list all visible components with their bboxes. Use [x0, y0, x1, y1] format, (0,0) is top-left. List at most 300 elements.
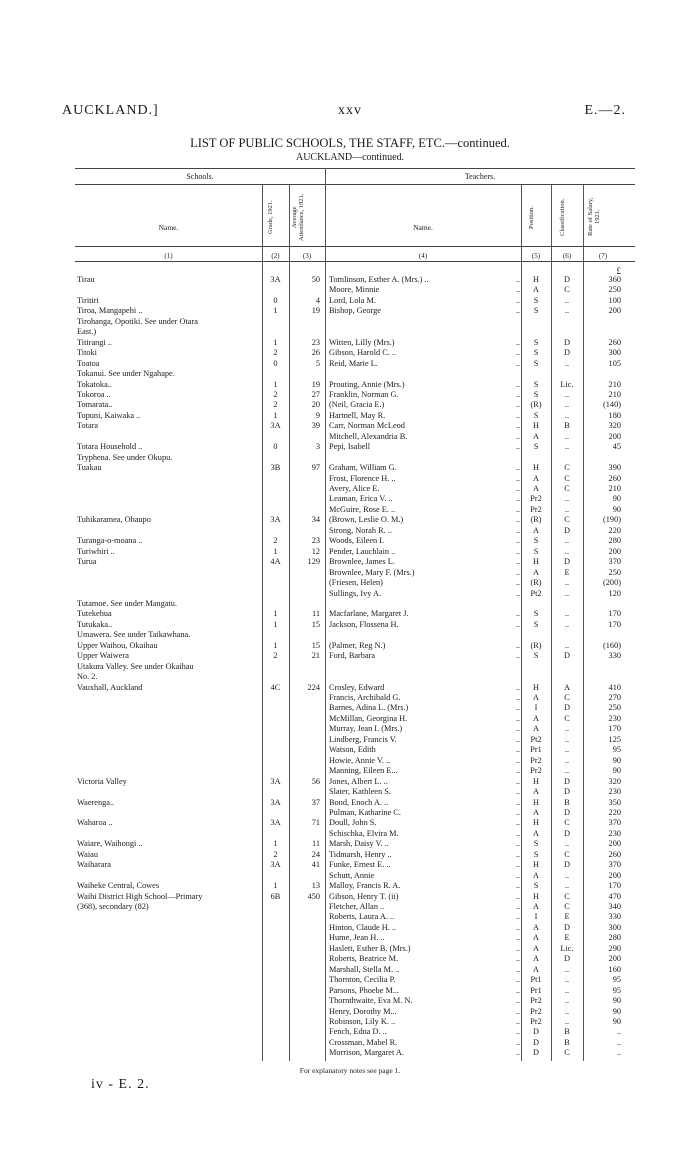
table-row [0, 515, 700, 526]
salary-cell: 330 [608, 651, 621, 661]
leader-dots: .. [515, 797, 520, 807]
classification-cell: .. [564, 870, 570, 880]
salary-cell: 230 [608, 828, 621, 838]
table-row [0, 683, 700, 694]
leader-dots: .. [515, 275, 520, 284]
table-row [0, 390, 700, 401]
grade-cell: 6B [270, 891, 281, 901]
salary-cell: 210 [608, 484, 621, 493]
school-name-cell: Tirohanga, Opotiki. See under Otara [77, 316, 198, 326]
table-row [0, 798, 700, 809]
attendance-cell: 27 [311, 389, 320, 399]
teacher-name-cell: Carr, Norman McLeod [329, 421, 405, 431]
table-row [0, 954, 700, 965]
classification-cell: D [564, 348, 570, 358]
table-row [0, 944, 700, 955]
salary-cell: 120 [608, 588, 621, 598]
school-name-cell: Umawera. See under Taikawhana. [77, 630, 191, 640]
attendance-cell: 129 [307, 557, 320, 567]
leader-dots: .. [515, 400, 520, 410]
grade-cell: 3A [270, 818, 281, 828]
table-row [0, 421, 700, 432]
leader-dots: .. [515, 860, 520, 870]
leader-dots: .. [515, 484, 520, 493]
position-cell: S [533, 306, 539, 316]
classification-cell: D [564, 776, 570, 786]
teacher-name-cell: Avery, Alice E. [329, 484, 380, 493]
school-name-cell: Utakura Valley. See under Okaihau [77, 661, 194, 671]
classification-cell: C [564, 515, 570, 525]
school-name-cell: Waharoa .. [77, 818, 113, 828]
salary-cell: 360 [608, 275, 621, 284]
leader-dots: .. [515, 828, 520, 838]
classification-cell: .. [564, 400, 570, 410]
teacher-name-cell: McGuire, Rose E. .. [329, 504, 396, 514]
attendance-cell: 3 [315, 442, 320, 452]
col-salary: Rate of Salary, 1921. [587, 197, 601, 237]
classification-cell: .. [564, 358, 570, 368]
attendance-cell: 23 [311, 536, 320, 546]
leader-dots: .. [515, 891, 520, 901]
classification-cell: B [564, 1037, 570, 1047]
grade-cell: 0 [273, 295, 278, 305]
table-row [0, 599, 700, 610]
leader-dots: .. [515, 557, 520, 567]
grade-cell: 1 [273, 640, 278, 650]
attendance-cell: 13 [311, 881, 320, 891]
grade-cell: 2 [273, 651, 278, 661]
table-row [0, 756, 700, 767]
leader-dots: .. [515, 619, 520, 629]
table-row [0, 808, 700, 819]
classification-cell: D [564, 807, 570, 817]
attendance-cell: 39 [311, 421, 320, 431]
school-name-cell: Toatoa [77, 358, 100, 368]
salary-cell: 260 [608, 849, 621, 859]
table-row [0, 369, 700, 380]
school-name-cell: Turanga-o-moana .. [77, 536, 143, 546]
table-row [0, 892, 700, 903]
attendance-cell: 5 [315, 358, 320, 368]
leader-dots: .. [515, 933, 520, 943]
salary-cell: (200) [603, 578, 621, 588]
table-row [0, 463, 700, 474]
school-name-cell: East.) [77, 327, 97, 337]
classification-cell: C [564, 693, 570, 702]
col-teacher-name: Name. [413, 223, 433, 232]
salary-cell: 230 [608, 787, 621, 797]
leader-dots: .. [515, 578, 520, 588]
classification-cell: D [564, 787, 570, 797]
table-row [0, 724, 700, 735]
grade-cell: 1 [273, 609, 278, 619]
position-cell: A [533, 724, 539, 734]
position-cell: S [533, 442, 539, 452]
currency-symbol: £ [616, 266, 621, 276]
leader-dots: .. [515, 745, 520, 755]
teacher-name-cell: Morrison, Margaret A. [329, 1048, 404, 1058]
attendance-cell: 450 [307, 891, 320, 901]
classification-cell: .. [564, 724, 570, 734]
teacher-name-cell: Parsons, Phoebe M... [329, 985, 400, 995]
classification-cell: Lic. [560, 943, 574, 953]
attendance-cell: 37 [311, 797, 320, 807]
col-number-4: (4) [418, 252, 428, 260]
position-cell: S [533, 536, 539, 546]
table-row [0, 881, 700, 892]
leader-dots: .. [515, 389, 520, 399]
school-name-cell: Tiroa, Mangapehi .. [77, 306, 143, 316]
position-cell: H [533, 818, 539, 828]
attendance-cell: 11 [312, 609, 320, 619]
teacher-name-cell: Witten, Lilly (Mrs.) [329, 337, 395, 347]
salary-cell: 390 [608, 463, 621, 473]
classification-cell: .. [564, 442, 570, 452]
teacher-name-cell: Sullings, Ivy A. [329, 588, 382, 598]
page-signature: iv - E. 2. [91, 1077, 150, 1092]
salary-cell: 90 [612, 494, 621, 504]
leader-dots: .. [515, 1016, 520, 1026]
position-cell: A [533, 713, 539, 723]
salary-cell: 200 [608, 306, 621, 316]
salary-cell: 200 [608, 870, 621, 880]
school-name-cell: Waiharara [77, 860, 111, 870]
classification-cell: .. [564, 609, 570, 619]
school-name-cell: Tutamoe. See under Mangatu. [77, 598, 177, 608]
classification-cell: D [564, 525, 570, 535]
leader-dots: .. [515, 1037, 520, 1047]
grade-cell: 2 [273, 536, 278, 546]
position-cell: A [533, 807, 539, 817]
position-cell: Pt2 [530, 588, 542, 598]
position-cell: H [533, 776, 539, 786]
teacher-name-cell: (Palmer, Reg N.) [329, 640, 386, 650]
leader-dots: .. [515, 1048, 520, 1058]
running-header-right: E.—2. [584, 103, 626, 118]
table-row [0, 986, 700, 997]
school-name-cell: Waiare, Waihongi .. [77, 839, 143, 849]
teacher-name-cell: Robinson, Lily K. .. [329, 1016, 396, 1026]
leader-dots: .. [515, 755, 520, 765]
position-cell: A [533, 902, 539, 911]
salary-cell: 220 [608, 525, 621, 535]
position-cell: H [533, 463, 539, 473]
grade-cell: 3A [270, 797, 281, 807]
leader-dots: .. [515, 766, 520, 776]
salary-cell: 370 [608, 557, 621, 567]
school-name-cell: Titoki [77, 348, 97, 358]
attendance-cell: 23 [311, 337, 320, 347]
school-name-cell: Tokoroa .. [77, 389, 111, 399]
leader-dots: .. [515, 922, 520, 932]
position-cell: (R) [530, 578, 542, 588]
salary-cell: 290 [608, 943, 621, 953]
salary-cell: 200 [608, 954, 621, 964]
leader-dots: .. [515, 546, 520, 556]
grade-cell: 1 [273, 619, 278, 629]
classification-cell: D [564, 337, 570, 347]
teacher-name-cell: Leaman, Erica V. .. [329, 494, 393, 504]
classification-cell: .. [564, 996, 570, 1006]
school-name-cell: Tuakau [77, 463, 102, 473]
grade-cell: 3A [270, 515, 281, 525]
col-number-3: (3) [302, 252, 312, 260]
teacher-name-cell: Bond, Enoch A. .. [329, 797, 389, 807]
salary-cell: 250 [608, 285, 621, 295]
salary-cell: 90 [612, 996, 621, 1006]
teacher-name-cell: Pender, Lauchlain .. [329, 546, 396, 556]
position-cell: Pr2 [530, 996, 542, 1006]
table-row [0, 620, 700, 631]
salary-cell: 280 [608, 933, 621, 943]
school-name-cell: Upper Waihou, Okaihau [77, 640, 158, 650]
teacher-name-cell: Howie, Annie V. .. [329, 755, 391, 765]
attendance-cell: 4 [315, 295, 320, 305]
leader-dots: .. [515, 954, 520, 964]
table-row [0, 630, 700, 641]
leader-dots: .. [515, 839, 520, 849]
school-name-cell: Tutekehua [77, 609, 112, 619]
leader-dots: .. [515, 295, 520, 305]
position-cell: I [534, 703, 538, 713]
table-row [0, 703, 700, 714]
classification-cell: E [564, 912, 570, 922]
salary-cell: 340 [608, 902, 621, 911]
salary-cell: 300 [608, 348, 621, 358]
leader-dots: .. [515, 640, 520, 650]
attendance-cell: 20 [311, 400, 320, 410]
leader-dots: .. [515, 306, 520, 316]
table-row [0, 380, 700, 391]
position-cell: S [533, 619, 539, 629]
classification-cell: C [564, 1048, 570, 1058]
leader-dots: .. [515, 902, 520, 911]
teacher-name-cell: Haslett, Esther B. (Mrs.) [329, 943, 411, 953]
salary-cell: 410 [608, 682, 621, 692]
salary-cell: 220 [608, 807, 621, 817]
teacher-name-cell: Francis, Archibald G. [329, 693, 401, 702]
table-row [0, 505, 700, 516]
leader-dots: .. [515, 337, 520, 347]
school-name-cell: Tutukaka.. [77, 619, 113, 629]
attendance-cell: 71 [311, 818, 320, 828]
salary-cell: 90 [612, 1006, 621, 1016]
school-name-cell: Totara Household .. [77, 442, 143, 452]
classification-cell: B [564, 797, 570, 807]
table-row [0, 672, 700, 683]
table-row [0, 453, 700, 464]
table-row [0, 912, 700, 923]
teacher-name-cell: Jackson, Flossena H. [329, 619, 399, 629]
position-cell: A [533, 933, 539, 943]
teacher-name-cell: Fench, Edna D. .. [329, 1027, 387, 1037]
table-row [0, 651, 700, 662]
leader-dots: .. [515, 504, 520, 514]
teacher-name-cell: Ford, Barbara [329, 651, 376, 661]
classification-cell: C [564, 463, 570, 473]
position-cell: I [534, 912, 538, 922]
grade-cell: 3B [270, 463, 281, 473]
position-cell: A [533, 567, 539, 577]
teacher-name-cell: Brownlee, Mary F. (Mrs.) [329, 567, 415, 577]
attendance-cell: 56 [311, 776, 320, 786]
position-cell: S [533, 358, 539, 368]
attendance-cell: 19 [311, 306, 320, 316]
grade-cell: 0 [273, 442, 278, 452]
table-row [0, 965, 700, 976]
position-cell: A [533, 473, 539, 483]
table-row [0, 432, 700, 443]
teacher-name-cell: Tomlinson, Esther A. (Mrs.) .. [329, 275, 429, 284]
position-cell: S [533, 881, 539, 891]
grade-cell: 1 [273, 839, 278, 849]
grade-cell: 2 [273, 389, 278, 399]
classification-cell: B [564, 1027, 570, 1037]
group-schools: Schools. [186, 172, 214, 181]
classification-cell: .. [564, 431, 570, 441]
attendance-cell: 41 [311, 860, 320, 870]
leader-dots: .. [515, 703, 520, 713]
position-cell: H [533, 891, 539, 901]
teacher-name-cell: Fletcher, Allan .. [329, 902, 385, 911]
salary-cell: 260 [608, 473, 621, 483]
position-cell: A [533, 285, 539, 295]
attendance-cell: 224 [307, 682, 320, 692]
grade-cell: 2 [273, 348, 278, 358]
classification-cell: .. [564, 766, 570, 776]
teacher-name-cell: Schischka, Elvira M. [329, 828, 399, 838]
table-row [0, 818, 700, 829]
salary-cell: 320 [608, 776, 621, 786]
table-row [0, 871, 700, 882]
col-number-1: (1) [164, 252, 173, 260]
position-cell: H [533, 797, 539, 807]
position-cell: Pt1 [530, 975, 542, 985]
classification-cell: D [564, 275, 570, 284]
table-row [0, 1017, 700, 1028]
leader-dots: .. [515, 724, 520, 734]
table-row [0, 1038, 700, 1049]
table-row [0, 923, 700, 934]
table-row [0, 317, 700, 328]
grade-cell: 3A [270, 776, 281, 786]
teacher-name-cell: (Neil, Gracia E.) [329, 400, 385, 410]
position-cell: S [533, 609, 539, 619]
classification-cell: E [564, 567, 570, 577]
teacher-name-cell: Tidmarsh, Henry .. [329, 849, 392, 859]
teacher-name-cell: Jones, Albert L. .. [329, 776, 388, 786]
position-cell: D [533, 1048, 539, 1058]
table-row [0, 578, 700, 589]
classification-cell: .. [564, 839, 570, 849]
teacher-name-cell: Gibson, Henry T. (ii) [329, 891, 399, 901]
table-row [0, 777, 700, 788]
classification-cell: .. [564, 546, 570, 556]
position-cell: S [533, 295, 539, 305]
col-number-5: (5) [531, 252, 541, 260]
teacher-name-cell: Marshall, Stella M. .. [329, 964, 400, 974]
salary-cell: (190) [603, 515, 621, 525]
teacher-name-cell: Gibson, Harold C. .. [329, 348, 397, 358]
school-name-cell: Tirau [77, 275, 95, 284]
table-row [0, 902, 700, 913]
salary-cell: 230 [608, 713, 621, 723]
salary-cell: .. [616, 1037, 621, 1047]
leader-dots: .. [515, 693, 520, 702]
attendance-cell: 97 [311, 463, 320, 473]
salary-cell: 170 [608, 724, 621, 734]
teacher-name-cell: Bishop, George [329, 306, 381, 316]
classification-cell: C [564, 484, 570, 493]
school-name-cell: Waiau [77, 849, 98, 859]
grade-cell: 1 [273, 546, 278, 556]
salary-cell: 250 [608, 703, 621, 713]
salary-cell: 95 [612, 975, 621, 985]
table-row [0, 996, 700, 1007]
col-grade: Grade, 1921. [267, 200, 274, 234]
table-row [0, 839, 700, 850]
classification-cell: C [564, 473, 570, 483]
classification-cell: .. [564, 494, 570, 504]
leader-dots: .. [515, 494, 520, 504]
position-cell: A [533, 870, 539, 880]
position-cell: Pr2 [530, 504, 542, 514]
position-cell: S [533, 337, 539, 347]
leader-dots: .. [515, 379, 520, 389]
teacher-name-cell: Prouting, Annie (Mrs.) [329, 379, 405, 389]
position-cell: S [533, 651, 539, 661]
classification-cell: C [564, 891, 570, 901]
leader-dots: .. [515, 410, 520, 420]
salary-cell: 210 [608, 389, 621, 399]
teacher-name-cell: Hinton, Claude H. .. [329, 922, 397, 932]
teacher-name-cell: Marsh, Daisy V. .. [329, 839, 389, 849]
attendance-cell: 9 [315, 410, 320, 420]
grade-cell: 3A [270, 275, 281, 284]
table-row [0, 442, 700, 453]
teacher-name-cell: Funke, Ernest E. .. [329, 860, 391, 870]
leader-dots: .. [515, 463, 520, 473]
salary-cell: 170 [608, 881, 621, 891]
salary-cell: 370 [608, 860, 621, 870]
position-cell: D [533, 1027, 539, 1037]
teacher-name-cell: Graham, William G. [329, 463, 397, 473]
salary-cell: 200 [608, 839, 621, 849]
teacher-name-cell: Brownlee, James L. [329, 557, 395, 567]
leader-dots: .. [515, 975, 520, 985]
teacher-name-cell: Crossman, Mabel R. [329, 1037, 398, 1047]
table-row [0, 1048, 700, 1059]
salary-cell: .. [616, 1048, 621, 1058]
school-name-cell: Tokanui. See under Ngahape. [77, 369, 175, 379]
position-cell: Pr2 [530, 1016, 542, 1026]
school-name-cell: Waerenga.. [77, 797, 115, 807]
position-cell: Pr2 [530, 755, 542, 765]
classification-cell: D [564, 860, 570, 870]
teacher-name-cell: Mitchell, Alexandria B. [329, 431, 408, 441]
classification-cell: .. [564, 578, 570, 588]
table-row [0, 860, 700, 871]
attendance-cell: 19 [311, 379, 320, 389]
school-name-cell: Turiwhiri .. [77, 546, 115, 556]
teacher-name-cell: Malloy, Francis R. A. [329, 881, 401, 891]
teacher-name-cell: Slater, Kathleen S. [329, 787, 391, 797]
classification-cell: .. [564, 389, 570, 399]
table-row [0, 526, 700, 537]
teacher-name-cell: Pulman, Katharine C. [329, 807, 401, 817]
position-cell: A [533, 525, 539, 535]
position-cell: A [533, 484, 539, 493]
